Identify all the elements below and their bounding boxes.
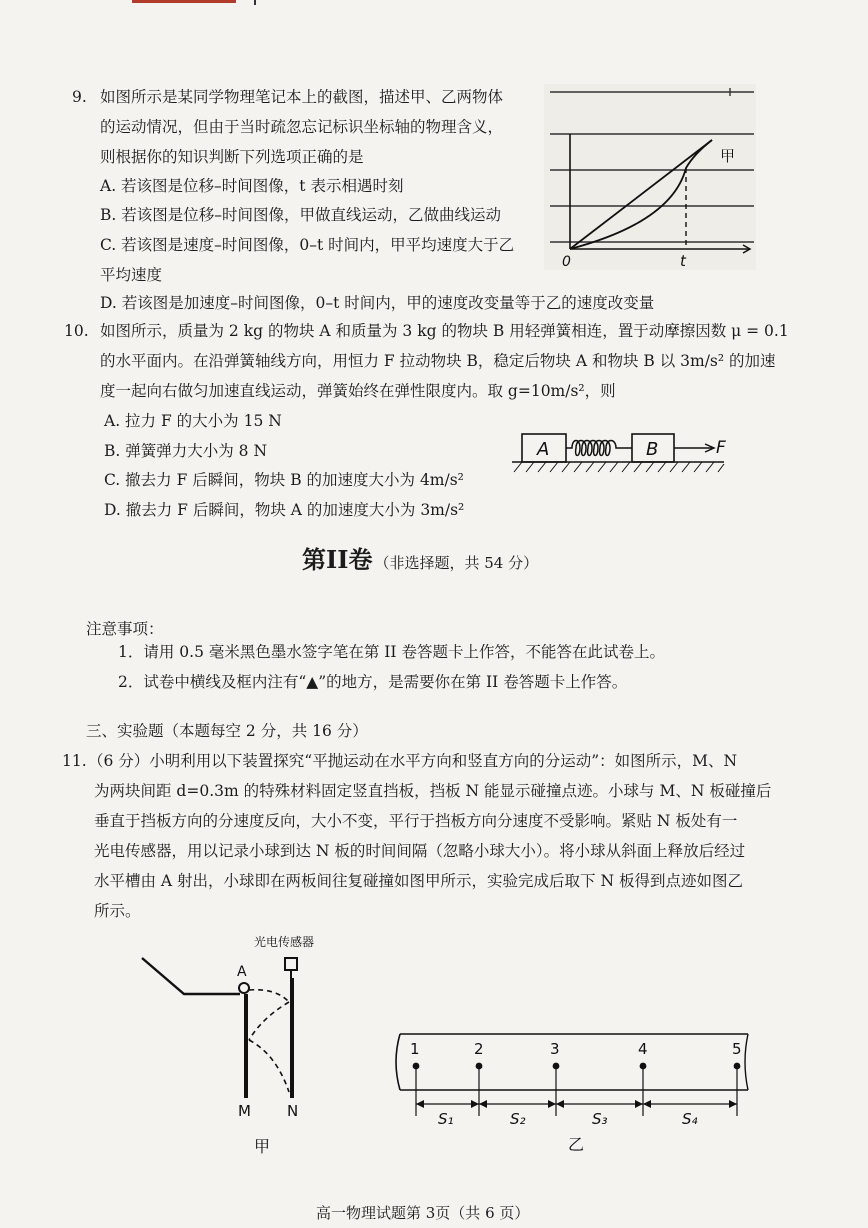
page-footer: 高一物理试题第 3页（共 6 页） (316, 1204, 530, 1222)
figure-jia (136, 930, 336, 1162)
t-label: t (680, 252, 686, 270)
segment-s4-label: S₄ (682, 1110, 698, 1128)
point-1-label: 1 (410, 1040, 420, 1058)
curve-label-jia: 甲 (720, 147, 736, 165)
figure-jia-caption: 甲 (254, 1137, 271, 1156)
q11-stem-line-4: 光电传感器，用以记录小球到达 N 板的时间间隔（忽略小球大小）。将小球从斜面上释放后经过 (94, 842, 746, 860)
segment-s3-label: S₃ (592, 1110, 608, 1128)
note-2: 2．试卷中横线及框内注有“▲”的地方，是需要你在第 II 卷答题卡上作答。 (118, 673, 628, 691)
block-b-label: B (646, 439, 659, 460)
q10-spring-figure (510, 424, 740, 474)
q9-option-c-cont: 平均速度 (100, 266, 163, 284)
spring (566, 441, 632, 456)
q9-option-a: A. 若该图是位移–时间图像，t 表示相遇时刻 (100, 177, 404, 195)
point-2-label: 2 (474, 1040, 484, 1058)
figure-yi-caption: 乙 (568, 1135, 585, 1154)
point-4-label: 4 (638, 1040, 648, 1058)
section-3-title: 三、实验题（本题每空 2 分，共 16 分） (86, 722, 368, 740)
ball (239, 983, 249, 993)
q11-stem-line-5: 水平槽由 A 射出，小球即在两板间往复碰撞如图甲所示，实验完成后取下 N 板得到点迹如图乙 (94, 872, 743, 890)
force-label: F (716, 438, 726, 458)
origin-label: 0 (562, 254, 571, 270)
section-2-subtitle: （非选择题，共 54 分） (374, 554, 539, 572)
segment-s1-label: S₁ (438, 1110, 454, 1128)
ramp-and-groove (142, 958, 240, 994)
q10-number: 10. (64, 322, 89, 340)
photo-sensor (285, 958, 297, 970)
q11-stem-line-2: 为两块间距 d=0.3m 的特殊材料固定竖直挡板，挡板 N 能显示碰撞点迹。小球与 M、N 板碰撞后 (94, 782, 772, 800)
ball-trajectory (249, 1040, 289, 1092)
block-a-label: A (537, 439, 550, 460)
point-5-label: 5 (732, 1040, 742, 1058)
point-3-label: 3 (550, 1040, 560, 1058)
plate-n-label: N (287, 1102, 299, 1120)
section-2-title: 第II卷 (302, 545, 373, 574)
q9-graph-figure (544, 84, 756, 270)
notes-title: 注意事项： (86, 620, 164, 638)
segment-s2-label: S₂ (510, 1110, 526, 1128)
q10-stem-line-3: 度一起向右做匀加速直线运动，弹簧始终在弹性限度内。取 g=10m/s²，则 (100, 382, 616, 400)
q10-option-d: D. 撤去力 F 后瞬间，物块 A 的加速度大小为 3m/s² (104, 501, 465, 519)
top-edge-mark (132, 0, 236, 3)
q9-stem-line-1: 如图所示是某同学物理笔记本上的截图，描述甲、乙两物体 (100, 88, 504, 106)
q10-stem-line-1: 如图所示，质量为 2 kg 的物块 A 和质量为 3 kg 的物块 B 用轻弹簧相连，置于动摩擦因数 μ = 0.1 (100, 322, 789, 340)
q10-option-b: B. 弹簧弹力大小为 8 N (104, 442, 268, 460)
q11-stem-line-1: （6 分）小明利用以下装置探究“平抛运动在水平方向和竖直方向的分运动”：如图所示，M、N (88, 752, 738, 770)
q10-stem-line-2: 的水平面内。在沿弹簧轴线方向，用恒力 F 拉动物块 B，稳定后物块 A 和物块 B 以 3m/s² 的加速 (100, 352, 776, 370)
q9-stem-line-3: 则根据你的知识判断下列选项正确的是 (100, 148, 364, 166)
section-2-heading (302, 540, 538, 575)
top-edge-dot (254, 0, 256, 5)
note-1: 1．请用 0.5 毫米黑色墨水签字笔在第 II 卷答题卡上作答，不能答在此试卷上。 (118, 643, 665, 661)
q11-number: 11. (62, 752, 87, 770)
point-a-label: A (237, 964, 247, 980)
figure-yi (392, 1030, 752, 1158)
q10-option-a: A. 拉力 F 的大小为 15 N (104, 412, 282, 430)
q11-stem-line-6: 所示。 (94, 902, 141, 920)
q9-option-d: D. 若该图是加速度–时间图像，0–t 时间内，甲的速度改变量等于乙的速度改变量 (100, 294, 655, 312)
q9-number: 9. (72, 88, 87, 106)
plate-m-label: M (238, 1102, 251, 1120)
q9-stem-line-2: 的运动情况，但由于当时疏忽忘记标识坐标轴的物理含义， (100, 118, 504, 136)
q11-stem-line-3: 垂直于挡板方向的分速度反向，大小不变，平行于挡板方向分速度不受影响。紧贴 N 板处有一 (94, 812, 738, 830)
sensor-label: 光电传感器 (254, 935, 315, 949)
q9-option-b: B. 若该图是位移–时间图像，甲做直线运动，乙做曲线运动 (100, 206, 501, 224)
q9-option-c: C. 若该图是速度–时间图像，0–t 时间内，甲平均速度大于乙 (100, 236, 515, 254)
q10-option-c: C. 撤去力 F 后瞬间，物块 B 的加速度大小为 4m/s² (104, 471, 464, 489)
